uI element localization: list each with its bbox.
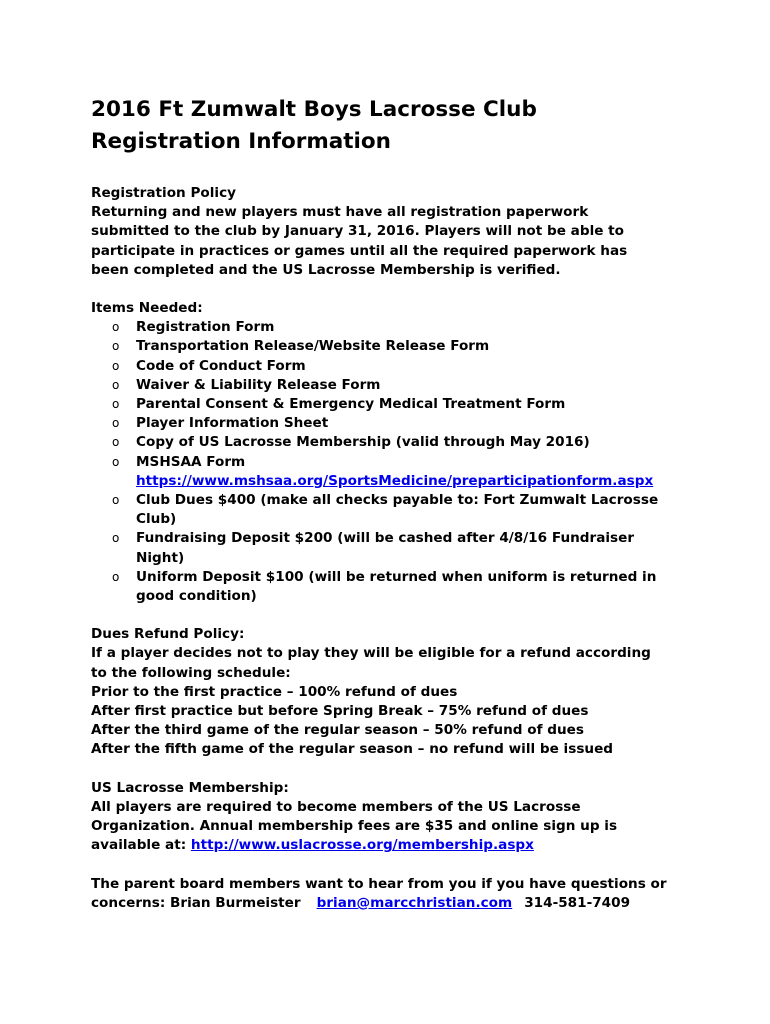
contact-phone: 314-581-7409 — [524, 894, 631, 911]
refund-line: to the following schedule: — [91, 664, 291, 681]
items-needed-heading: Items Needed: — [91, 300, 203, 317]
list-item — [91, 376, 701, 395]
item-text: Copy of US Lacrosse Membership (valid through May 2016) — [136, 434, 590, 451]
bullet-icon: o — [112, 493, 120, 508]
refund-line: Prior to the first practice – 100% refund of dues — [91, 683, 458, 700]
list-item — [91, 453, 701, 491]
list-item — [91, 414, 701, 433]
refund-line: After first practice but before Spring Break – 75% refund of dues — [91, 703, 589, 720]
items-list — [91, 318, 701, 606]
refund-line: After the third game of the regular season – 50% refund of dues — [91, 722, 584, 739]
item-text: Parental Consent & Emergency Medical Treatment Form — [136, 396, 566, 413]
item-text: Transportation Release/Website Release Form — [136, 338, 490, 355]
bullet-icon: o — [112, 377, 120, 392]
bullet-icon: o — [112, 320, 120, 335]
bullet-icon: o — [112, 454, 120, 469]
refund-line: After the fifth game of the regular season – no refund will be issued — [91, 741, 614, 758]
contact-line: The parent board members want to hear from you if you have questions or — [91, 875, 667, 892]
item-text: MSHSAA Form — [136, 453, 246, 470]
list-item — [91, 568, 701, 606]
policy-line: participate in practices or games until all the required paperwork has — [91, 242, 628, 259]
policy-line: Returning and new players must have all registration paperwork — [91, 204, 589, 221]
refund-line: If a player decides not to play they will be eligible for a refund according — [91, 645, 651, 662]
list-item — [91, 395, 701, 414]
policy-line: been completed and the US Lacrosse Membership is verified. — [91, 261, 561, 278]
registration-policy-heading: Registration Policy — [91, 185, 236, 201]
us-lacrosse-section — [91, 779, 701, 856]
document-content — [91, 94, 701, 913]
bullet-icon: o — [112, 435, 120, 450]
item-text: Waiver & Liability Release Form — [136, 376, 381, 393]
available-at-label: available at: — [91, 837, 191, 854]
bullet-icon: o — [112, 416, 120, 431]
bullet-icon: o — [112, 339, 120, 354]
uniform-text: Uniform Deposit $100 (will be returned when uniform is returned in — [136, 568, 657, 585]
membership-line: All players are required to become members of the US Lacrosse — [91, 798, 581, 815]
item-text: Player Information Sheet — [136, 415, 329, 432]
us-lacrosse-heading: US Lacrosse Membership: — [91, 779, 289, 796]
bullet-icon: o — [112, 397, 120, 412]
item-text: Registration Form — [136, 319, 275, 336]
contact-details — [170, 894, 630, 913]
page-title — [91, 94, 701, 158]
membership-link-line — [91, 836, 701, 855]
item-text: Code of Conduct Form — [136, 357, 306, 374]
list-item — [91, 491, 701, 529]
contact-section — [91, 875, 701, 913]
dues-refund-heading: Dues Refund Policy: — [91, 626, 245, 643]
us-lacrosse-membership-link[interactable]: http://www.uslacrosse.org/membership.aspx — [190, 837, 534, 854]
bullet-icon: o — [112, 358, 120, 373]
contact-line: concerns: — [91, 894, 166, 911]
registration-policy-section — [91, 184, 701, 280]
fundraising-text: Fundraising Deposit $200 (will be cashed after 4/8/16 Fundraiser — [136, 530, 635, 547]
mshsaa-form-link[interactable]: https://www.mshsaa.org/SportsMedicine/preparticipationform.aspx — [136, 472, 654, 489]
club-dues-text: Club) — [136, 511, 177, 528]
policy-line: submitted to the club by January 31, 2016. Players will not be able to — [91, 223, 625, 240]
membership-line: Organization. Annual membership fees are $35 and online sign up is — [91, 818, 618, 835]
list-item — [91, 337, 701, 356]
contact-name: Brian Burmeister — [170, 894, 301, 911]
bullet-icon: o — [112, 531, 120, 546]
items-needed-section — [91, 299, 701, 606]
list-item — [91, 357, 701, 376]
bullet-icon: o — [112, 569, 120, 584]
list-item — [91, 433, 701, 452]
list-item — [91, 318, 701, 337]
fundraising-text: Night) — [136, 549, 185, 566]
dues-refund-section — [91, 625, 701, 759]
list-item — [91, 529, 701, 567]
uniform-text: good condition) — [136, 588, 257, 605]
title-line-1: 2016 Ft Zumwalt Boys Lacrosse Club — [91, 97, 537, 122]
title-line-2: Registration Information — [91, 129, 391, 154]
club-dues-text: Club Dues $400 (make all checks payable to: Fort Zumwalt Lacrosse — [136, 492, 659, 509]
contact-email-link[interactable]: brian@marcchristian.com — [316, 894, 513, 911]
